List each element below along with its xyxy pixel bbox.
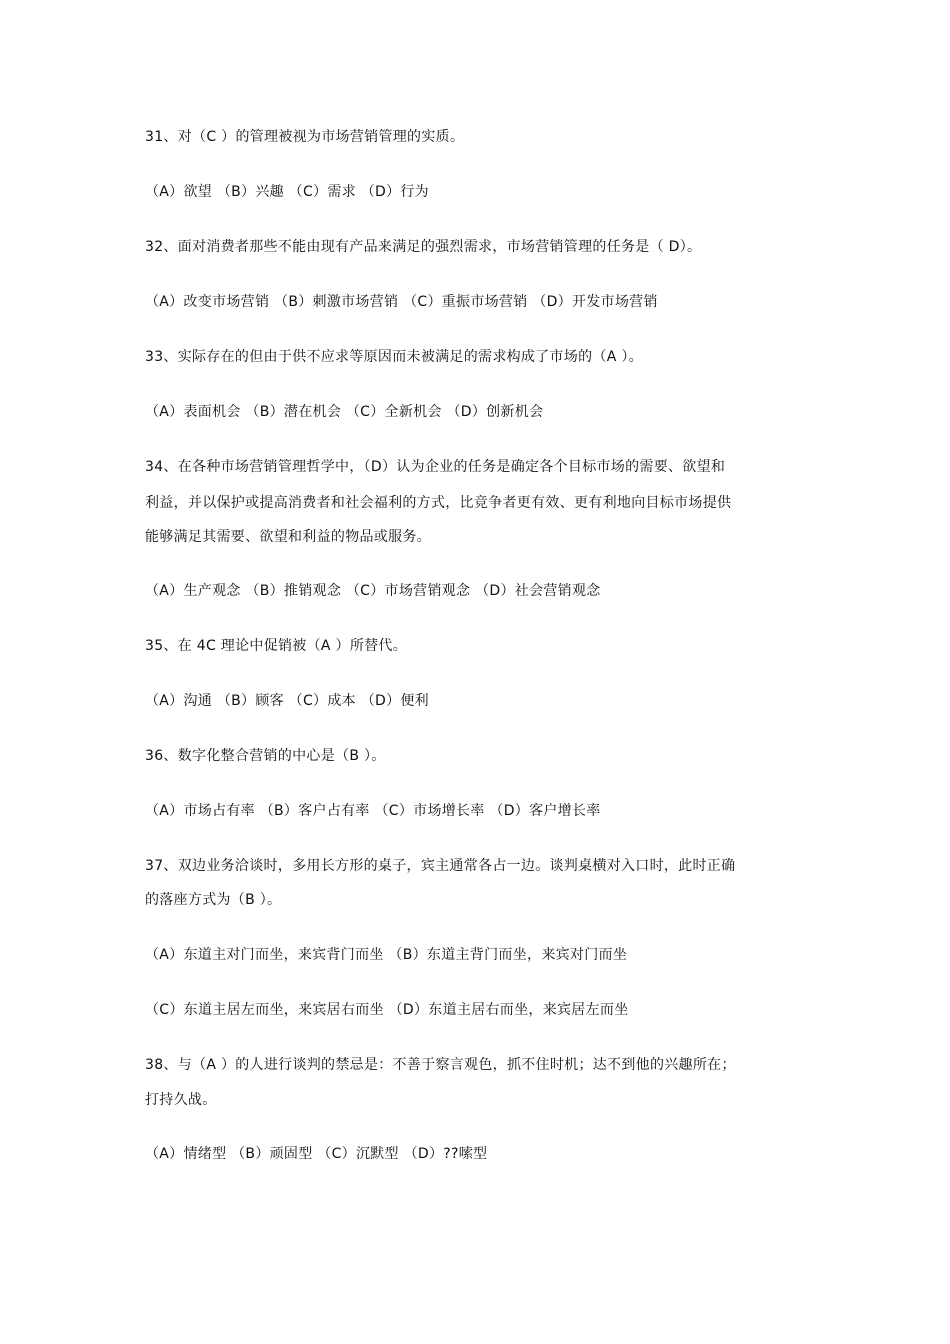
question-31-text: 31、对（C ）的管理被视为市场营销管理的实质。 bbox=[145, 129, 465, 145]
question-38-text-line-2: 打持久战。 bbox=[145, 1092, 217, 1108]
question-33-text: 33、实际存在的但由于供不应求等原因而未被满足的需求构成了市场的（A ）。 bbox=[145, 349, 643, 365]
question-36-options: （A）市场占有率 （B）客户占有率 （C）市场增长率 （D）客户增长率 bbox=[145, 803, 601, 819]
question-35-options: （A）沟通 （B）顾客 （C）成本 （D）便利 bbox=[145, 693, 429, 709]
question-34-text-line-1: 34、在各种市场营销管理哲学中，（D）认为企业的任务是确定各个目标市场的需要、欲望和 bbox=[145, 459, 726, 475]
question-37-options-line-2: （C）东道主居左而坐，来宾居右而坐 （D）东道主居右而坐，来宾居左而坐 bbox=[145, 1002, 629, 1018]
question-34-text-line-2: 利益，并以保护或提高消费者和社会福利的方式，比竞争者更有效、更有利地向目标市场提供 bbox=[145, 495, 732, 511]
question-37-text-line-1: 37、双边业务洽谈时，多用长方形的桌子，宾主通常各占一边。谈判桌横对入口时，此时正确 bbox=[145, 858, 736, 874]
question-35-text: 35、在 4C 理论中促销被（A ）所替代。 bbox=[145, 638, 408, 654]
question-31-options: （A）欲望 （B）兴趣 （C）需求 （D）行为 bbox=[145, 184, 429, 200]
question-34-text-line-3: 能够满足其需要、欲望和利益的物品或服务。 bbox=[145, 529, 431, 545]
question-38-options: （A）情绪型 （B）顽固型 （C）沉默型 （D）??嗦型 bbox=[145, 1146, 488, 1162]
question-38-text-line-1: 38、与（A ）的人进行谈判的禁忌是：不善于察言观色，抓不住时机；达不到他的兴趣所在； bbox=[145, 1057, 736, 1073]
question-32-text: 32、面对消费者那些不能由现有产品来满足的强烈需求，市场营销管理的任务是（ D）。 bbox=[145, 239, 702, 255]
question-36-text: 36、数字化整合营销的中心是（B ）。 bbox=[145, 748, 386, 764]
question-34-options: （A）生产观念 （B）推销观念 （C）市场营销观念 （D）社会营销观念 bbox=[145, 583, 601, 599]
question-32-options: （A）改变市场营销 （B）刺激市场营销 （C）重振市场营销 （D）开发市场营销 bbox=[145, 294, 658, 310]
question-37-options-line-1: （A）东道主对门而坐，来宾背门而坐 （B）东道主背门而坐，来宾对门而坐 bbox=[145, 947, 628, 963]
question-33-options: （A）表面机会 （B）潜在机会 （C）全新机会 （D）创新机会 bbox=[145, 404, 544, 420]
question-37-text-line-2: 的落座方式为（B ）。 bbox=[145, 892, 282, 908]
